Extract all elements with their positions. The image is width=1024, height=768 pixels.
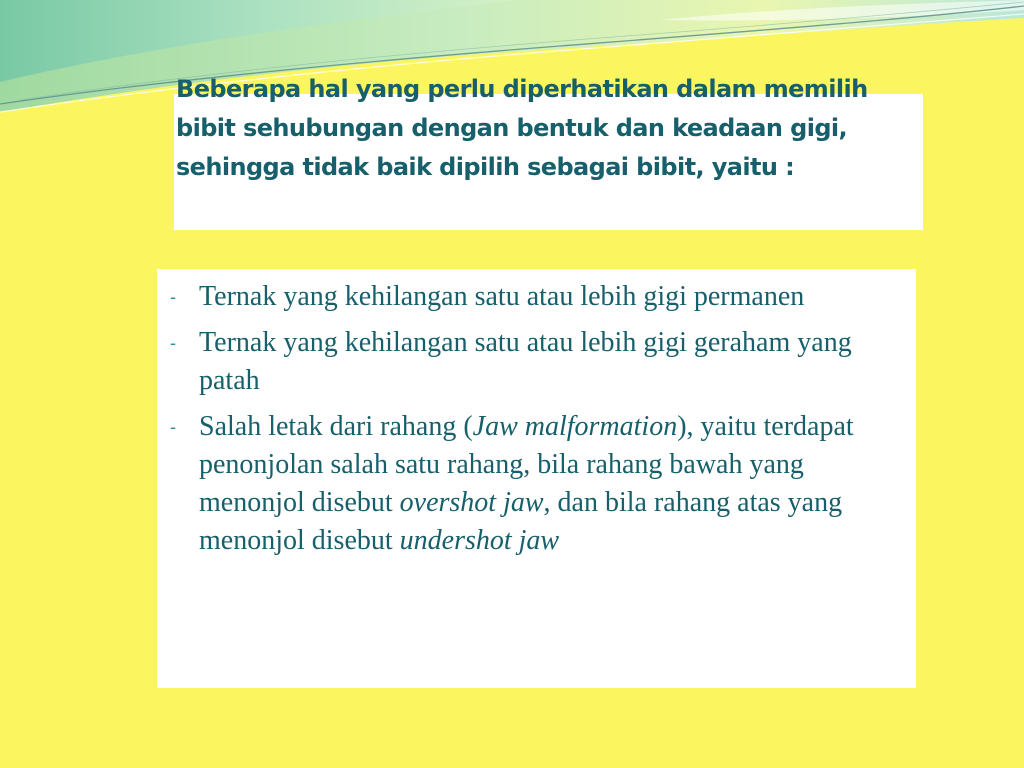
- text-segment: Salah letak dari rahang (: [199, 411, 473, 442]
- bullet-dash: -: [170, 287, 176, 307]
- bullet-list: [170, 278, 906, 568]
- italic-term: undershot jaw: [399, 525, 560, 556]
- bullet-dash: -: [170, 333, 176, 353]
- bullet-item: [170, 278, 906, 316]
- text-segment: Ternak yang kehilangan satu atau lebih gigi permanen: [199, 281, 805, 312]
- italic-term: overshot jaw: [399, 487, 544, 518]
- bullet-item: [170, 324, 906, 400]
- bullet-text: [199, 411, 854, 556]
- text-segment: Ternak yang kehilangan satu atau lebih gigi geraham yang patah: [199, 327, 852, 396]
- bullet-text: [199, 281, 804, 312]
- text-segment: , dan bila rahang atas yang menonjol disebut: [199, 487, 843, 556]
- bullet-item: [170, 408, 906, 560]
- italic-term: Jaw malformation: [472, 411, 678, 442]
- bullet-text: [199, 327, 852, 396]
- text-segment: ), yaitu terdapat penonjolan salah satu rahang, bila rahang bawah yang menonjol disebut: [199, 411, 854, 518]
- slide-title: Beberapa hal yang perlu diperhatikan dalam memilih bibit sehubungan dengan bentuk dan keadaan gigi, sehingga tidak baik dipilih sebagai bibit, yaitu :: [176, 75, 868, 181]
- bullet-dash: -: [170, 417, 176, 437]
